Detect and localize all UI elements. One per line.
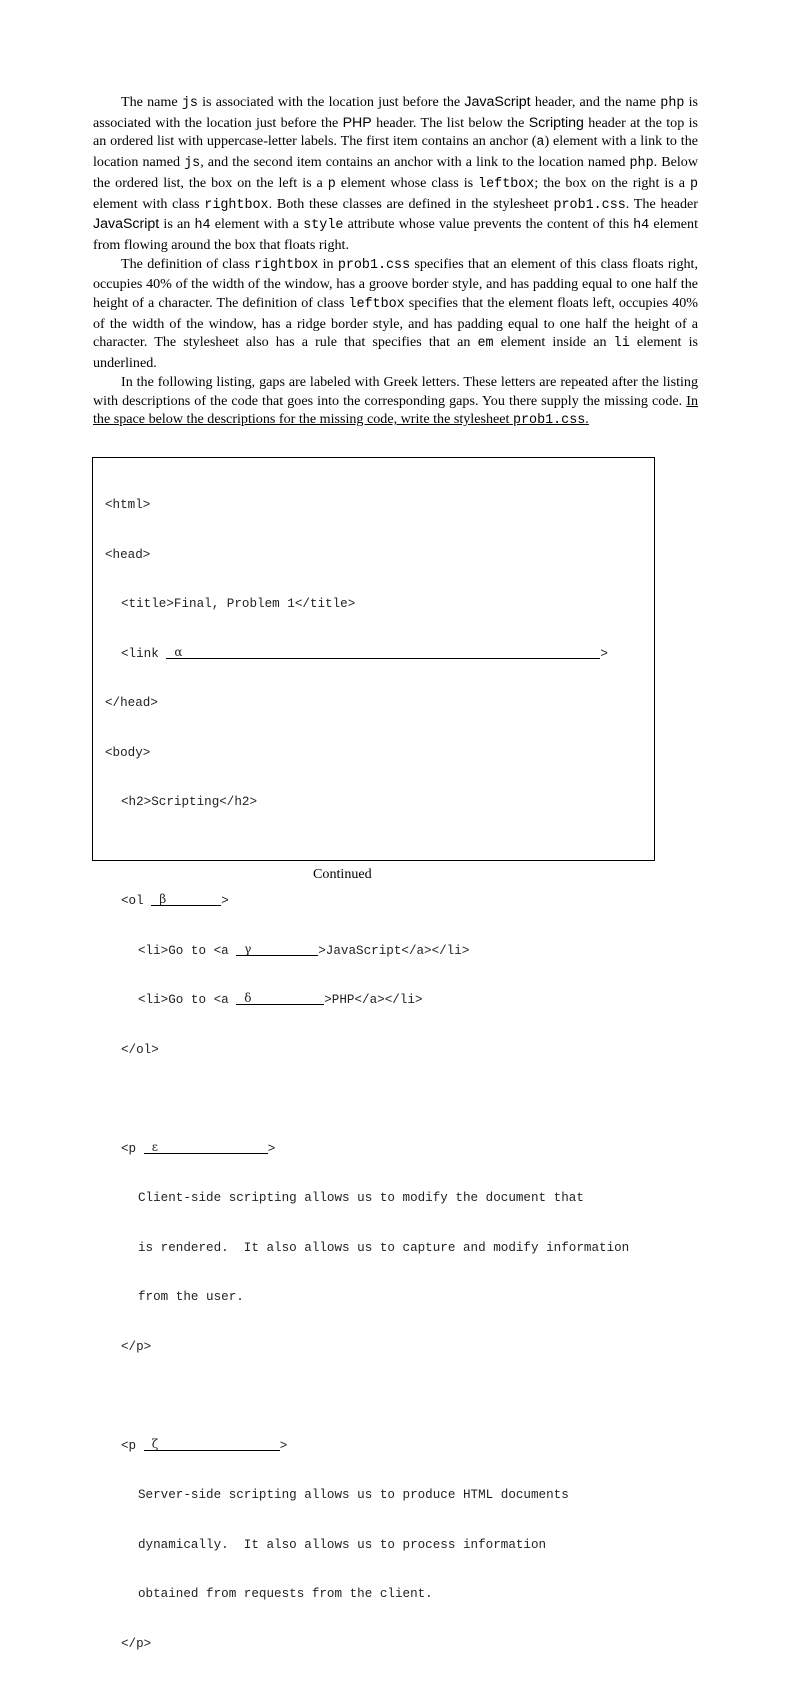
code-line: Client-side scripting allows us to modify the document that: [138, 1191, 584, 1205]
code-line-li: <li>Go to <a γ >JavaScript</a></li>: [138, 941, 470, 958]
code-line: <title>Final, Problem 1</title>: [121, 597, 356, 611]
gap-epsilon: ε: [144, 1141, 268, 1154]
code-line: </head>: [105, 696, 158, 710]
code-line: obtained from requests from the client.: [138, 1587, 433, 1601]
gap-alpha: α: [166, 646, 600, 659]
code-listing: [105, 464, 629, 1685]
code-line: Server-side scripting allows us to produce HTML documents: [138, 1488, 569, 1502]
gap-zeta: ζ: [144, 1438, 280, 1451]
instruction-underlined: In the space below the descriptions for the missing code, write the stylesheet prob1.css.: [93, 392, 698, 429]
code-line: </p>: [121, 1636, 152, 1651]
paragraph-1: The name js is associated with the location just before the JavaScript header, and the name php is associated with the location just before the PHP header. The list below the Scripting header at the top is an ordered list with uppercase-letter labels. The first item contains an anchor (a) element with a link to the location named js, and the second item contains an anchor with a link to the location named php. Below the ordered list, the box on the left is a p element whose class is leftbox; the box on the right is a p element with class rightbox. Both these classes are defined in the stylesheet prob1.css. The header JavaScript is an h4 element with a style attribute whose value prevents the content of this h4 element from flowing around the box that floats right.: [93, 94, 699, 253]
code-line-ol: <ol β >: [121, 892, 229, 908]
code-line: </p>: [121, 1339, 152, 1354]
problem-description: [93, 93, 698, 431]
code-line-p-left: <p ε >: [121, 1139, 276, 1156]
code-line-p-right: <p ζ >: [121, 1436, 288, 1453]
code-line: <html>: [105, 498, 151, 512]
code-line: <body>: [105, 745, 151, 760]
code-line: </ol>: [121, 1042, 159, 1057]
paragraph-2: The definition of class rightbox in prob1.css specifies that an element of this class floats right, occupies 40% of the width of the window, has a groove border style, and has padding equal to one half the height of a character. The definition of class leftbox specifies that the element floats left, occupies 40% of the width of the window, has a ridge border style, and has padding equal to one half the height of a character. The stylesheet also has a rule that specifies that an em element inside an li element is underlined.: [93, 255, 698, 372]
gap-beta: β: [151, 893, 221, 906]
continued-note: Continued: [313, 866, 372, 882]
code-line-li: <li>Go to <a δ >PHP</a></li>: [138, 991, 423, 1007]
gap-delta: δ: [236, 992, 324, 1005]
code-line: dynamically. It also allows us to process information: [138, 1537, 547, 1552]
code-line: from the user.: [138, 1290, 244, 1304]
gap-gamma: γ: [236, 943, 318, 956]
code-line: is rendered. It also allows us to capture and modify information: [138, 1240, 630, 1255]
paragraph-3: In the following listing, gaps are labeled with Greek letters. These letters are repeated after the listing with descriptions of the code that goes into the corresponding gaps. You there supply the missing code. In the space below the descriptions for the missing code, write the stylesheet prob1.css.: [93, 373, 698, 429]
code-line-link: <link α >: [121, 644, 608, 661]
code-line: <head>: [105, 547, 151, 562]
code-line: <h2>Scripting</h2>: [121, 795, 258, 809]
